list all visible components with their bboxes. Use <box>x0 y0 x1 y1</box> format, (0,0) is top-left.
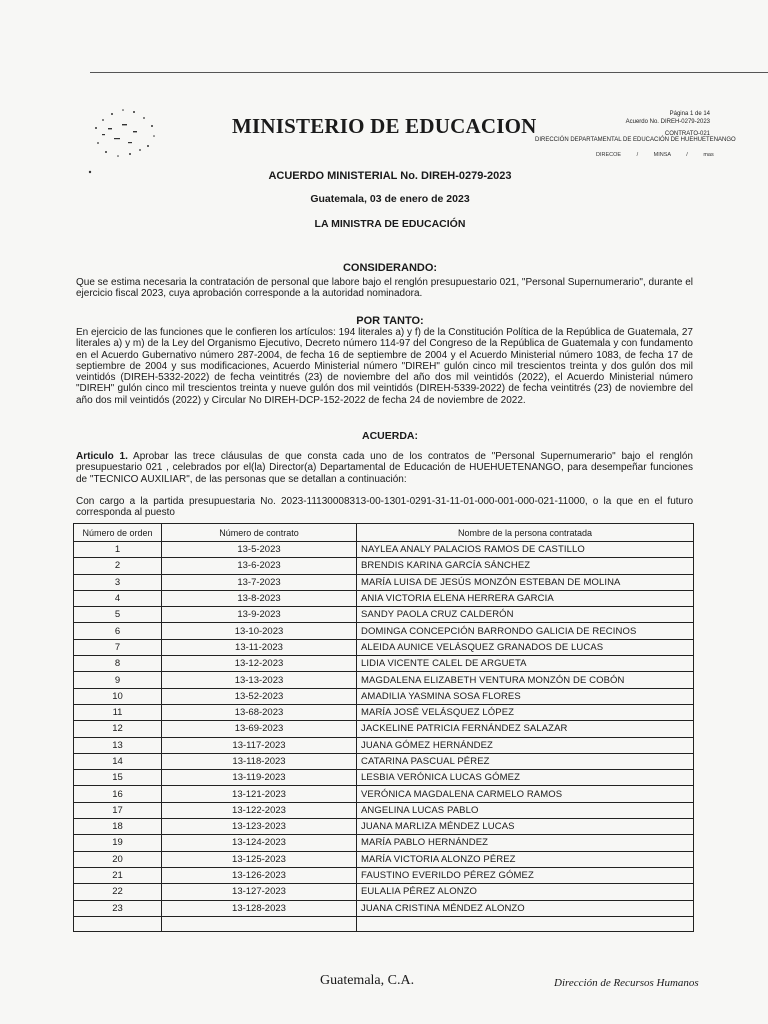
contract-number: 13-124-2023 <box>162 835 357 851</box>
contract-number: 13-123-2023 <box>162 819 357 835</box>
person-name: MARÍA LUISA DE JESÚS MONZÓN ESTEBAN DE MOLINA <box>357 574 694 590</box>
considerando-text: Que se estima necesaria la contratación de personal que labore bajo el renglón presupuestario 021, "Personal Supernumerario", durante el ejercicio fiscal 2023, cuya aprobación corresponde a la autoridad nominadora. <box>76 277 693 300</box>
por-tanto-text: En ejercicio de las funciones que le confieren los artículos: 194 literales a) y f) de la Constitución Política de la República de Guatemala, 27 literales a) y m) de la Ley del Organismo Ejecutivo, Decreto número 114-97 del Congreso de la República de Guatemala y con fundamento en el Acuerdo Gubernativo número 287-2004, de fecha 16 de septiembre de 2004 y el Acuerdo Ministerial número 1083, de fecha 17 de septiembre de 2004 y sus modificaciones, Acuerdo Ministerial número "DIREH" gulón cinco mil trescientos treinta y dos gulón dos mil veintidós (DIREH-5332-2022) de fecha veintitrés (23) de noviembre del año dos mil veintidós (2022), el Acuerdo Ministerial número "DIREH" gulón cinco mil trescientos treinta y nueve gulón dos mil veintidós (DIREH-5339-2022) de fecha veintitrés (23) de noviembre del año dos mil veintidós (2022) y Circular No DIREH-DCP-152-2022 de fecha 24 de noviembre de 2022. <box>76 327 693 406</box>
person-name: BRENDIS KARINA GARCÍA SÁNCHEZ <box>357 558 694 574</box>
person-name: JUANA CRISTINA MÉNDEZ ALONZO <box>357 900 694 916</box>
contract-number: 13-6-2023 <box>162 558 357 574</box>
contract-code: CONTRATO-021 <box>664 131 710 137</box>
contract-number: 13-10-2023 <box>162 623 357 639</box>
order-number: 9 <box>74 672 162 688</box>
person-name: MARÍA VICTORIA ALONZO PÉREZ <box>357 851 694 867</box>
col-header-order: Número de orden <box>74 524 162 542</box>
header-meta <box>626 110 710 138</box>
order-number: 22 <box>74 884 162 900</box>
table-row <box>74 770 694 786</box>
order-number: 10 <box>74 688 162 704</box>
person-name: NAYLEA ANALY PALACIOS RAMOS DE CASTILLO <box>357 542 694 558</box>
footer-department: Dirección de Recursos Humanos <box>554 977 699 989</box>
contract-number: 13-9-2023 <box>162 607 357 623</box>
agreement-title: ACUERDO MINISTERIAL No. DIREH-0279-2023 <box>268 170 512 182</box>
table-header-row <box>74 524 694 542</box>
order-number: 20 <box>74 851 162 867</box>
order-number: 14 <box>74 753 162 769</box>
agreement-date: Guatemala, 03 de enero de 2023 <box>310 193 470 205</box>
contract-number: 13-118-2023 <box>162 753 357 769</box>
person-name: LIDIA VICENTE CALEL DE ARGUETA <box>357 656 694 672</box>
order-number: 23 <box>74 900 162 916</box>
contract-number: 13-117-2023 <box>162 737 357 753</box>
contract-number: 13-13-2023 <box>162 672 357 688</box>
table-row <box>74 835 694 851</box>
table-row <box>74 851 694 867</box>
footer-location: Guatemala, C.A. <box>320 973 415 988</box>
table-row <box>74 607 694 623</box>
contract-number: 13-5-2023 <box>162 542 357 558</box>
contract-number: 13-68-2023 <box>162 704 357 720</box>
person-name: MARÍA PABLO HERNÁNDEZ <box>357 835 694 851</box>
person-name: JUANA MARLIZA MÉNDEZ LUCAS <box>357 819 694 835</box>
table-row <box>74 786 694 802</box>
article-1 <box>76 451 693 485</box>
empty-cell <box>162 916 357 931</box>
table-row <box>74 737 694 753</box>
table-row <box>74 656 694 672</box>
contract-number: 13-7-2023 <box>162 574 357 590</box>
table-row <box>74 558 694 574</box>
empty-cell <box>357 916 694 931</box>
person-name: ANIA VICTORIA ELENA HERRERA GARCIA <box>357 590 694 606</box>
budget-text: Con cargo a la partida presupuestaria No. 2023-11130008313-00-1301-0291-31-11-01-000-001-000-021-11000, o la que en el futuro corresponda al puesto <box>76 496 693 519</box>
contract-number: 13-11-2023 <box>162 639 357 655</box>
table-row <box>74 672 694 688</box>
order-number: 17 <box>74 802 162 818</box>
header-marks: DIRECOE / MINSA / mas <box>596 152 714 158</box>
table-row <box>74 884 694 900</box>
order-number: 6 <box>74 623 162 639</box>
table-row <box>74 802 694 818</box>
order-number: 12 <box>74 721 162 737</box>
table-row-empty <box>74 916 694 931</box>
table-row <box>74 623 694 639</box>
table-row <box>74 639 694 655</box>
person-name: CATARINA PASCUAL PÉREZ <box>357 753 694 769</box>
person-name: ANGELINA LUCAS PABLO <box>357 802 694 818</box>
ministry-seal-icon <box>78 98 178 178</box>
page-number: Página 1 de 14 <box>669 111 710 117</box>
table-row <box>74 721 694 737</box>
table-row <box>74 688 694 704</box>
order-number: 8 <box>74 656 162 672</box>
person-name: VERÓNICA MAGDALENA CARMELO RAMOS <box>357 786 694 802</box>
order-number: 5 <box>74 607 162 623</box>
contract-number: 13-69-2023 <box>162 721 357 737</box>
por-tanto-heading: POR TANTO: <box>356 315 424 327</box>
order-number: 2 <box>74 558 162 574</box>
order-number: 13 <box>74 737 162 753</box>
order-number: 15 <box>74 770 162 786</box>
considerando-heading: CONSIDERANDO: <box>342 262 438 274</box>
contract-number: 13-126-2023 <box>162 867 357 883</box>
col-header-contract: Número de contrato <box>162 524 357 542</box>
person-name: AMADILIA YASMINA SOSA FLORES <box>357 688 694 704</box>
order-number: 19 <box>74 835 162 851</box>
ministry-title: MINISTERIO DE EDUCACION <box>232 114 537 138</box>
table-row <box>74 753 694 769</box>
person-name: JACKELINE PATRICIA FERNÁNDEZ SALAZAR <box>357 721 694 737</box>
order-number: 4 <box>74 590 162 606</box>
order-number: 18 <box>74 819 162 835</box>
empty-cell <box>74 916 162 931</box>
article-text: Aprobar las trece cláusulas de que consta cada uno de los contratos de "Personal Supernumerario" bajo el renglón presupuestario 021 , celebrados por el(la) Director(a) Departamental de Educación de HUEHUETENANGO, para desempeñar funciones de "TECNICO AUXILIAR", de las personas que se detallan a continuación: <box>76 451 693 485</box>
table-row <box>74 704 694 720</box>
person-name: JUANA GÓMEZ HERNÁNDEZ <box>357 737 694 753</box>
article-label: Articulo 1. <box>76 451 128 462</box>
table-row <box>74 867 694 883</box>
person-name: LESBIA VERÓNICA LUCAS GÓMEZ <box>357 770 694 786</box>
table-row <box>74 542 694 558</box>
order-number: 3 <box>74 574 162 590</box>
contract-number: 13-128-2023 <box>162 900 357 916</box>
contract-number: 13-12-2023 <box>162 656 357 672</box>
contract-number: 13-52-2023 <box>162 688 357 704</box>
order-number: 1 <box>74 542 162 558</box>
person-name: FAUSTINO EVERILDO PÉREZ GÓMEZ <box>357 867 694 883</box>
order-number: 21 <box>74 867 162 883</box>
person-name: MARÍA JOSÉ VELÁSQUEZ LÓPEZ <box>357 704 694 720</box>
contracted-persons-table <box>73 523 694 932</box>
table-row <box>74 574 694 590</box>
contract-number: 13-119-2023 <box>162 770 357 786</box>
table-row <box>74 590 694 606</box>
top-rule <box>90 72 768 73</box>
table-row <box>74 819 694 835</box>
order-number: 16 <box>74 786 162 802</box>
agreement-reference: Acuerdo No. DIREH-0279-2023 <box>625 119 710 125</box>
person-name: MAGDALENA ELIZABETH VENTURA MONZÓN DE COBÓN <box>357 672 694 688</box>
acuerda-heading: ACUERDA: <box>362 430 418 442</box>
contract-number: 13-8-2023 <box>162 590 357 606</box>
contract-number: 13-121-2023 <box>162 786 357 802</box>
person-name: EULALIA PÉREZ ALONZO <box>357 884 694 900</box>
order-number: 7 <box>74 639 162 655</box>
contract-number: 13-127-2023 <box>162 884 357 900</box>
person-name: SANDY PAOLA CRUZ CALDERÓN <box>357 607 694 623</box>
table-row <box>74 900 694 916</box>
person-name: ALEIDA AUNICE VELÁSQUEZ GRANADOS DE LUCAS <box>357 639 694 655</box>
department-name: DIRECCIÓN DEPARTAMENTAL DE EDUCACIÓN DE HUEHUETENANGO <box>535 137 736 143</box>
col-header-name: Nombre de la persona contratada <box>357 524 694 542</box>
contract-number: 13-125-2023 <box>162 851 357 867</box>
authority-title: LA MINISTRA DE EDUCACIÓN <box>314 218 466 230</box>
contract-number: 13-122-2023 <box>162 802 357 818</box>
order-number: 11 <box>74 704 162 720</box>
person-name: DOMINGA CONCEPCIÓN BARRONDO GALICIA DE RECINOS <box>357 623 694 639</box>
